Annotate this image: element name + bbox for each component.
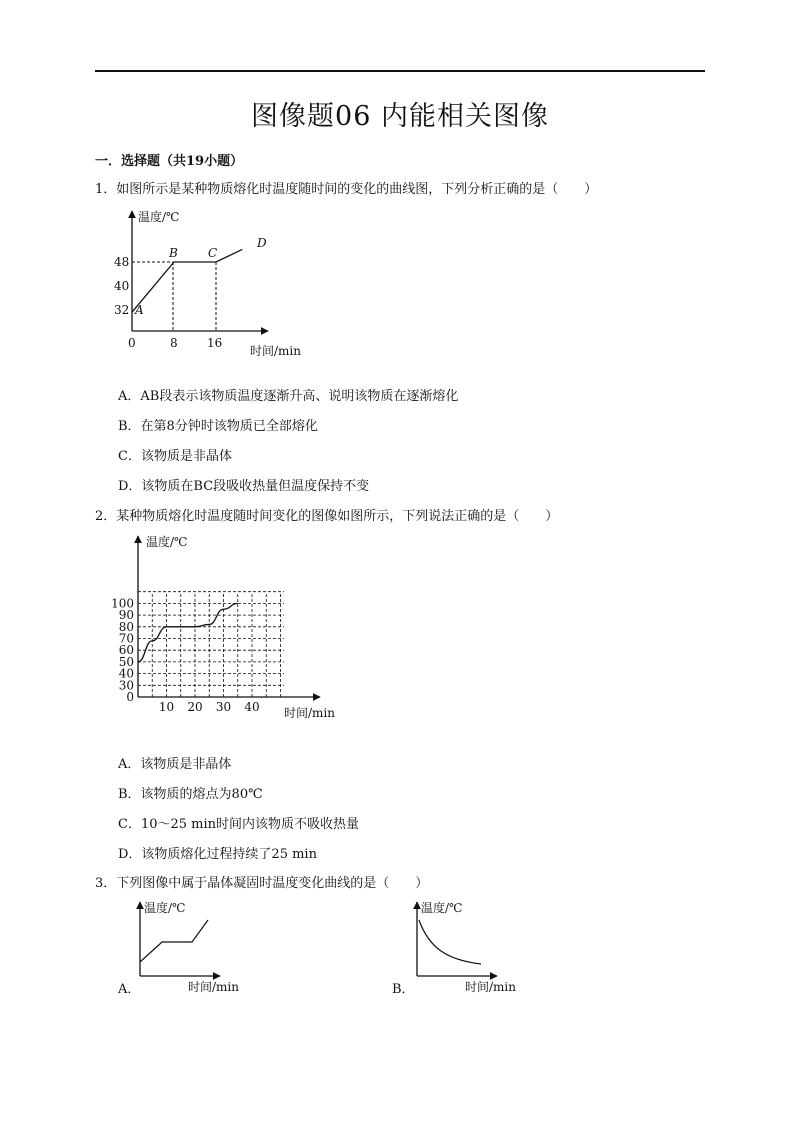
q2-option-d: D．该物质熔化过程持续了25 min: [118, 847, 317, 862]
q2-series-line: [138, 603, 238, 662]
q2-xtick: 20: [187, 700, 203, 714]
q3b-x-label: 时间/min: [465, 980, 516, 994]
q1-point-label-B: B: [169, 246, 178, 260]
q2-option-c: C．10～25 min时间内该物质不吸收热量: [118, 817, 360, 832]
q3b-y-label: 温度/℃: [421, 901, 463, 915]
q3-choice-a-letter: A．: [118, 982, 141, 997]
q2-ytick: 90: [118, 608, 134, 623]
q1-ytick: 40: [114, 279, 130, 293]
q2-ytick: 50: [118, 654, 134, 669]
q3a-curve: [140, 920, 208, 962]
question-1-stem: 1．如图所示是某种物质熔化时温度随时间的变化的曲线图，下列分析正确的是（ ）: [95, 182, 598, 197]
q2-x-label: 时间/min: [284, 706, 335, 720]
q1-option-a: A．AB段表示该物质温度逐渐升高、说明该物质在逐渐熔化: [118, 389, 459, 404]
q3-choice-b-graph: [407, 898, 537, 998]
question-3-stem: 3．下列图像中属于晶体凝固时温度变化曲线的是（ ）: [95, 876, 429, 891]
q2-ytick: 30: [118, 678, 134, 693]
section-heading: 一．选择题（共19小题）: [95, 154, 244, 169]
q1-point-label-C: C: [208, 246, 218, 260]
q1-option-b: B．在第8分钟时该物质已全部熔化: [118, 419, 318, 434]
question-2-stem: 2．某种物质熔化时温度随时间变化的图像如图所示，下列说法正确的是（ ）: [95, 509, 559, 524]
q2-ytick: 80: [118, 619, 134, 634]
q1-y-label: 温度/℃: [138, 210, 180, 224]
q3-choice-a-graph: [130, 898, 260, 998]
q2-option-b: B．该物质的熔点为80℃: [118, 787, 263, 802]
q2-ytick: 70: [118, 631, 134, 646]
q2-ytick: 0: [126, 690, 134, 704]
q2-chart: [112, 530, 352, 730]
q3b-curve: [419, 920, 481, 964]
q1-chart: [110, 205, 330, 365]
q2-ytick: 100: [111, 596, 134, 611]
q2-ytick: 40: [118, 666, 134, 681]
q2-option-a: A．该物质是非晶体: [118, 757, 232, 772]
q3-choice-b-letter: B．: [392, 982, 415, 997]
q2-xtick: 30: [215, 700, 232, 714]
q1-x-label: 时间/min: [250, 344, 301, 358]
q2-ytick: 60: [118, 643, 134, 658]
q1-point-label-D: D: [257, 236, 267, 250]
q2-y-label: 温度/℃: [146, 535, 188, 549]
q1-xtick: 16: [207, 336, 223, 350]
top-rule: [95, 70, 705, 72]
q3a-x-label: 时间/min: [188, 980, 239, 994]
q2-xtick: 10: [158, 700, 175, 714]
q1-xtick: 8: [170, 336, 178, 350]
q2-xtick: 40: [244, 700, 260, 714]
q1-ytick: 32: [114, 303, 130, 317]
q1-ytick: 48: [114, 255, 130, 269]
q1-xtick: 0: [128, 336, 136, 350]
page-title: 图像题06 内能相关图像: [251, 101, 549, 132]
q1-option-d: D．该物质在BC段吸收热量但温度保持不变: [118, 479, 370, 494]
q1-point-label-A: A: [135, 303, 144, 317]
q3a-y-label: 温度/℃: [144, 901, 186, 915]
q1-series-line: [132, 249, 242, 312]
q1-option-c: C．该物质是非晶体: [118, 449, 232, 464]
